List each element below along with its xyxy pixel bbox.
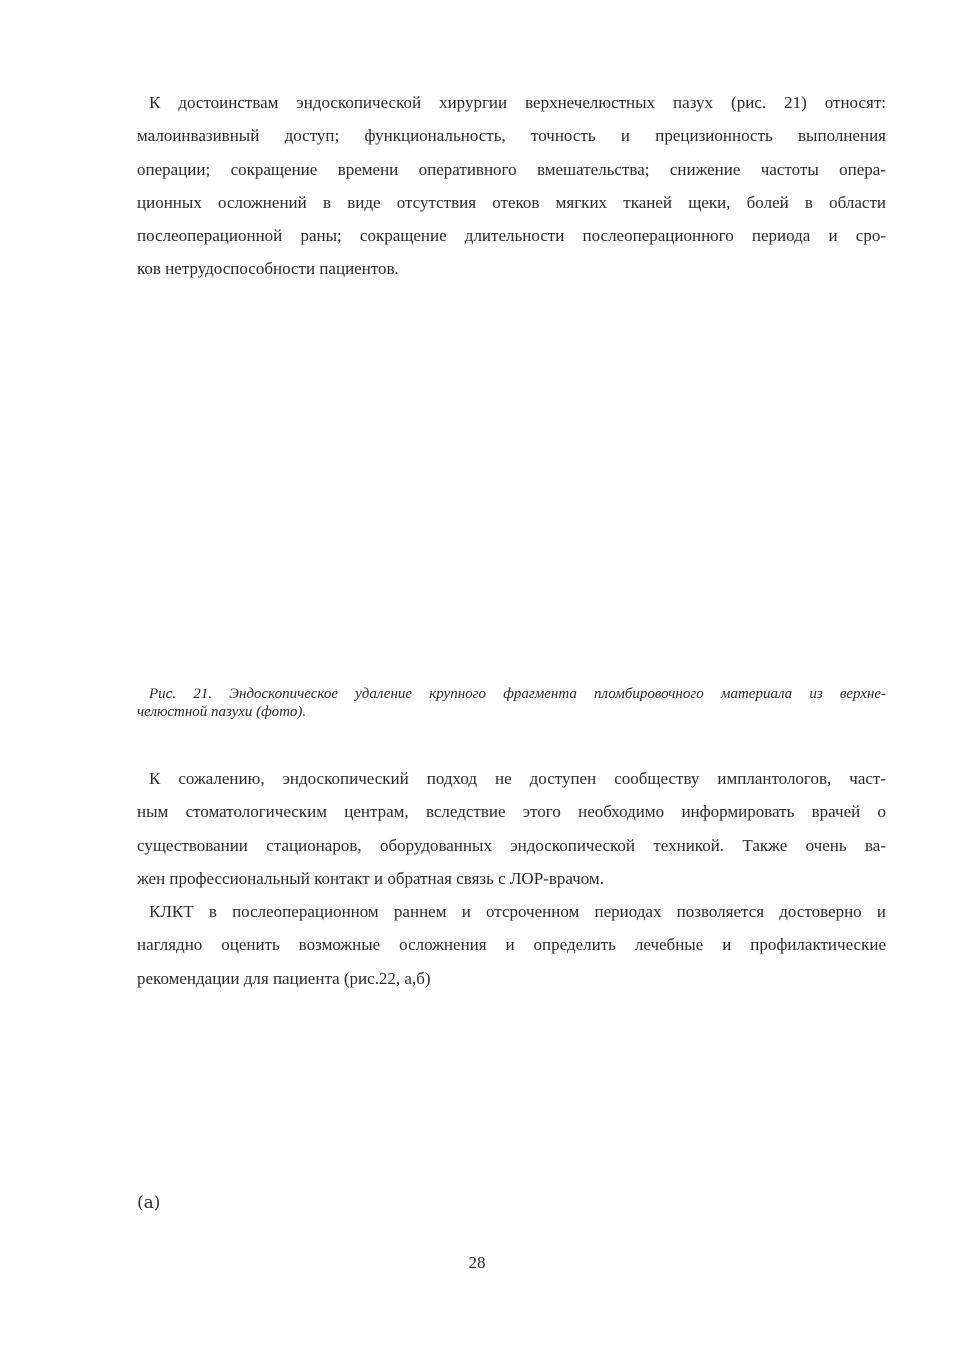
text-line: К сожалению, эндоскопический подход не доступен сообществу имплантологов, част- [149,769,886,788]
text-line: ционных осложнений в виде отсутствия отеков мягких тканей щеки, болей в области [137,192,886,212]
text-line: существовании стационаров, оборудованных эндоскопической техникой. Также очень ва- [137,835,886,855]
figure-21-image-area [137,300,886,670]
text-line: рекомендации для пациента (рис.22, а,б) [137,968,431,988]
caption-line: челюстной пазухи (фото). [137,704,307,720]
paragraph-advantages [137,86,886,286]
figure-22-sub-label: (а) [137,1193,161,1213]
text-line: КЛКТ в послеоперационном раннем и отсроченном периодах позволяется достоверно и [149,902,886,921]
paragraph-endoscopic-access [137,762,886,895]
caption-line: Рис. 21. Эндоскопическое удаление крупного фрагмента пломбировочного материала из верхне- [149,686,886,702]
text-line: ным стоматологическим центрам, вследствие этого необходимо информировать врачей о [137,802,886,822]
text-line: наглядно оценить возможные осложнения и определить лечебные и профилактические [137,935,886,955]
text-line: К достоинствам эндоскопической хирургии верхнечелюстных пазух (рис. 21) относят: [149,93,886,112]
text-line: ков нетрудоспособности пациентов. [137,259,399,279]
text-line: малоинвазивный доступ; функциональность, точность и прецизионность выполнения [137,126,886,146]
text-line: операции; сокращение времени оперативного вмешательства; снижение частоты опера- [137,159,886,179]
paragraph-cbct [137,895,886,995]
figure-21-caption [137,685,886,721]
text-line: послеоперационной раны; сокращение длительности послеоперационного периода и сро- [137,226,886,246]
text-line: жен профессиональный контакт и обратная связь с ЛОР-врачом. [137,868,604,888]
page-number: 28 [468,1253,486,1272]
